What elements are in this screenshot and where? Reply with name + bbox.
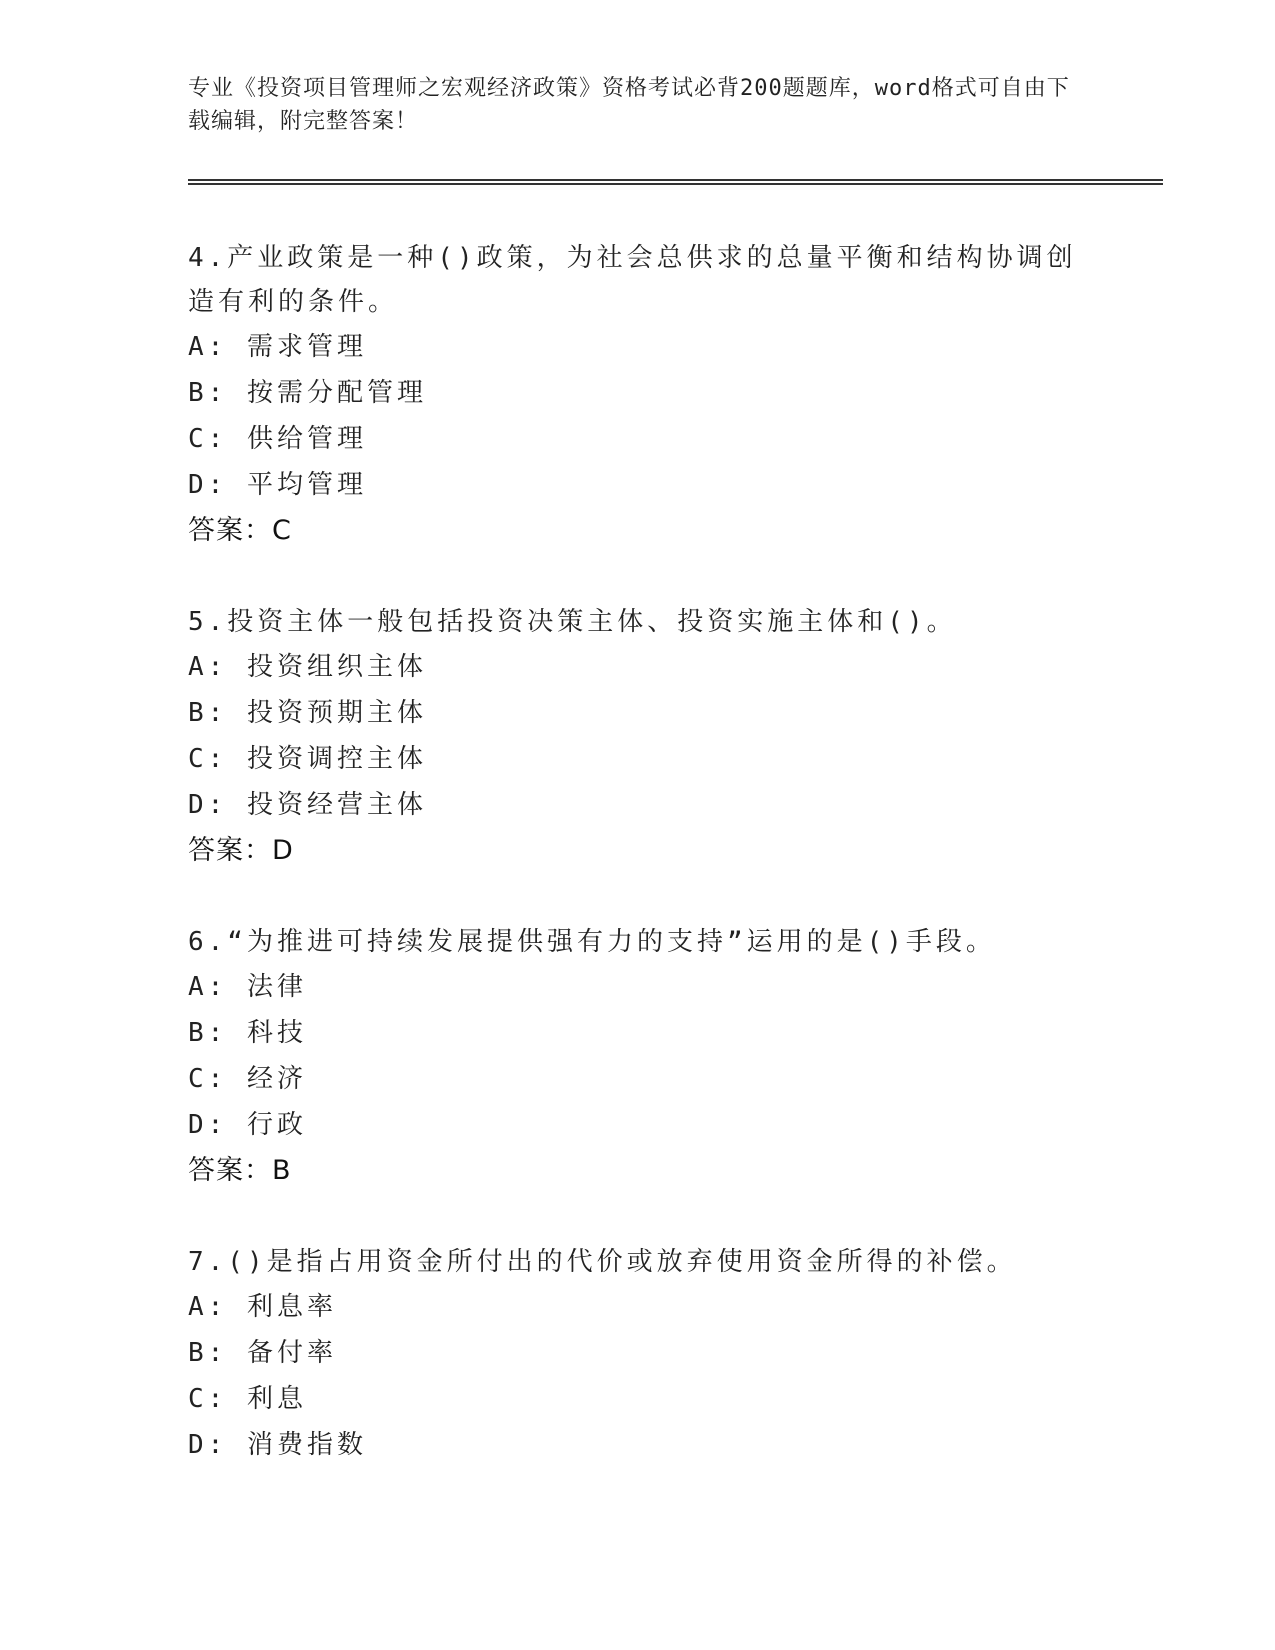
document-header: 专业《投资项目管理师之宏观经济政策》资格考试必背200题题库，word格式可自由下载编辑，附完整答案！ [188, 76, 1070, 134]
question-list [188, 236, 1088, 1468]
option-b: B: 备付率 [188, 1338, 337, 1368]
header-divider-bottom [188, 183, 1163, 185]
option-a: A: 法律 [188, 972, 307, 1002]
option-d: D: 消费指数 [188, 1430, 367, 1460]
question-7 [188, 1240, 1088, 1468]
option-list [188, 1284, 1088, 1468]
option-d: D: 投资经营主体 [188, 790, 427, 820]
question-4 [188, 236, 1088, 554]
option-list [188, 324, 1088, 508]
option-list [188, 644, 1088, 828]
option-c: C: 投资调控主体 [188, 744, 427, 774]
question-stem: 5.投资主体一般包括投资决策主体、投资实施主体和()。 [188, 607, 957, 637]
answer-label: 答案：B [188, 1155, 292, 1186]
option-a: A: 利息率 [188, 1292, 337, 1322]
option-a: A: 需求管理 [188, 332, 367, 362]
answer-label: 答案：C [188, 515, 292, 546]
answer-label: 答案：D [188, 835, 294, 866]
question-stem: 4.产业政策是一种()政策，为社会总供求的总量平衡和结构协调创造有利的条件。 [188, 243, 1077, 317]
question-stem: 7.()是指占用资金所付出的代价或放弃使用资金所得的补偿。 [188, 1247, 1017, 1277]
header-divider-top [188, 179, 1163, 181]
option-c: C: 利息 [188, 1384, 307, 1414]
option-d: D: 行政 [188, 1110, 307, 1140]
question-stem: 6.“为推进可持续发展提供强有力的支持”运用的是()手段。 [188, 927, 996, 957]
option-c: C: 供给管理 [188, 424, 367, 454]
option-list [188, 964, 1088, 1148]
question-5 [188, 600, 1088, 874]
option-a: A: 投资组织主体 [188, 652, 427, 682]
option-b: B: 科技 [188, 1018, 307, 1048]
option-d: D: 平均管理 [188, 470, 367, 500]
question-6 [188, 920, 1088, 1194]
option-c: C: 经济 [188, 1064, 307, 1094]
option-b: B: 按需分配管理 [188, 378, 427, 408]
option-b: B: 投资预期主体 [188, 698, 427, 728]
